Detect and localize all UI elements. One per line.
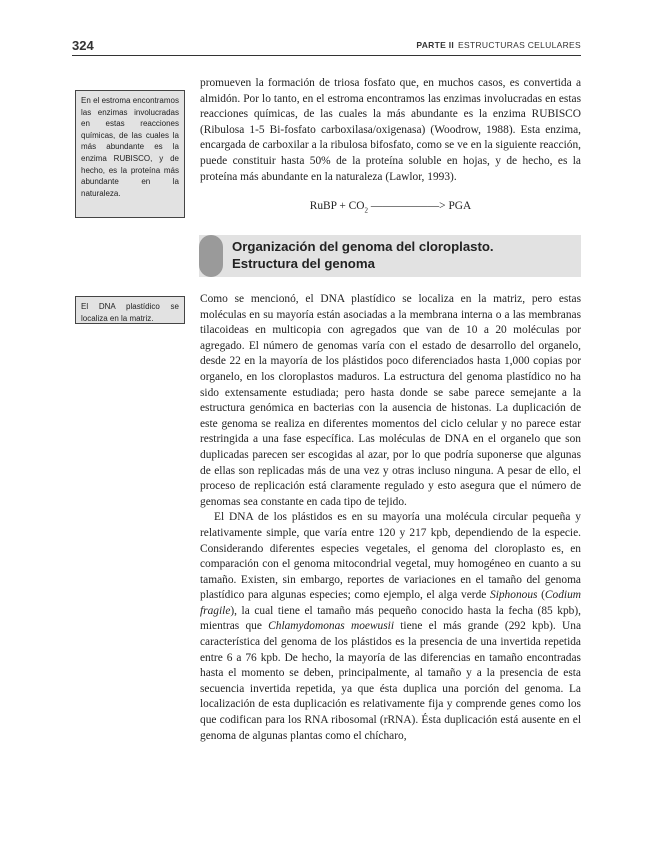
species-siphonous: Siphonous bbox=[490, 589, 538, 602]
paragraph-2: Como se mencionó, el DNA plastídico se localiza en la matriz, pero estas moléculas en su mayoría están asociadas a la membrana interna o a las membranas tilacoideas en multicopia con agregados que van de 10 a 20 moléculas por agregado. El número de genomas varía con el estado de desarrollo del organelo, desde 22 en la mayoría de los plástidos poco diferenciados hasta 1,000 copias por organelo, en los cloroplastos maduros. La estructura del genoma plastídico no ha sido extensamente estudiada; pero hasta donde se sabe parece semejante a la estructura genómica en bacterias con la ausencia de histonas. La duplicación de este genoma se realiza en diferentes momentos del ciclo celular y no parece estar restringida a una fase específica. Las moléculas de DNA en el organelo que son duplicadas parecen ser escogidas al azar, por lo que podría suponerse que algunas de ellas son replicadas más de una vez y otras incluso ninguna. A pesar de ello, el proceso de replicación está claramente regulado y esto asegura que el número de genomas sea constante en cada tipo de tejido. bbox=[200, 293, 581, 508]
body-column-top bbox=[200, 76, 581, 185]
species-chlamydomonas: Chlamydomonas moewusii bbox=[268, 620, 395, 633]
page-number: 324 bbox=[72, 38, 94, 53]
equation-left: RuBP + CO bbox=[309, 200, 365, 212]
section-heading bbox=[232, 238, 494, 272]
equation-subscript: 2 bbox=[364, 206, 368, 215]
sidebar-note-rubisco: En el estroma encontramos las enzimas involucradas en estas reacciones químicas, de las cuales la más abundante es la enzima RUBISCO, y de hecho, es la proteína más abundante en la naturaleza. bbox=[75, 90, 185, 218]
header-rule bbox=[72, 55, 581, 56]
species-codium: Codium fragile bbox=[200, 589, 581, 617]
equation-arrow: ——————> bbox=[367, 200, 449, 212]
equation-right: PGA bbox=[448, 200, 472, 212]
running-header bbox=[416, 40, 581, 50]
paragraph-3-part3: ), la cual tiene el tamaño más pequeño conocido hasta la fecha (85 kpb), mientras que bbox=[200, 604, 581, 633]
part-label: PARTE II bbox=[416, 40, 455, 50]
paragraph-3-part4: tiene el más grande (292 kpb). Una característica del genoma de los plástidos es la presencia de una invertida repetida entre 6 a 76 kpb. De hecho, la mayoría de las diferencias en tamaño encontradas hasta el momento se deben, principalmente, al tamaño y a la presencia de esta secuencia invertida repetida, ya que ésta duplica una porción del genoma. La localización de esta duplicación es relativamente fija y comprende genes como los que codifican para los RNA ribosomal (rRNA). Ésta duplicación está ausente en el genoma de algunas plantas como el chícharo, bbox=[200, 620, 581, 742]
body-column-main bbox=[200, 292, 581, 744]
section-banner bbox=[199, 235, 581, 277]
section-tab-marker bbox=[199, 235, 223, 277]
part-title: ESTRUCTURAS CELULARES bbox=[458, 40, 581, 50]
paragraph-1: promueven la formación de triosa fosfato que, en muchos casos, es convertida a almidón. Por lo tanto, en el estroma encontramos las enzimas involucradas en estas reacciones químicas, de las cuales la más abundante es la enzima RUBISCO (Ribulosa 1-5 Bi-fosfato carboxilasa/oxigenasa) (Woodrow, 1988). Esta enzima, encargada de carboxilar a la ribulosa bifosfato, como se ve en la siguiente reacción, puede constituir hasta 50% de la proteína soluble en hojas, y de hecho, es la proteína más abundante en la naturaleza (Lawlor, 1993). bbox=[200, 77, 581, 183]
reaction-equation bbox=[200, 200, 581, 214]
paragraph-3 bbox=[200, 510, 581, 744]
section-heading-line2: Estructura del genoma bbox=[232, 256, 375, 271]
sidebar-note-dna: El DNA plastídico se localiza en la matriz. bbox=[75, 296, 185, 324]
paragraph-3-part1: El DNA de los plástidos es en su mayoría una molécula circular pequeña y relativamente simple, que varía entre 120 y 217 kpb, dependiendo de la especie. Considerando diferentes especies vegetales, el genoma del cloroplasto es, en comparación con el genoma mitocondrial vegetal, muy homogéneo en cuanto a su tamaño. Existen, sin embargo, reportes de variaciones en el tamaño del genoma plastídico para algunas especies; como ejemplo, el alga verde bbox=[200, 511, 581, 602]
paragraph-3-part2: ( bbox=[537, 589, 545, 602]
section-heading-line1: Organización del genoma del cloroplasto. bbox=[232, 239, 494, 254]
